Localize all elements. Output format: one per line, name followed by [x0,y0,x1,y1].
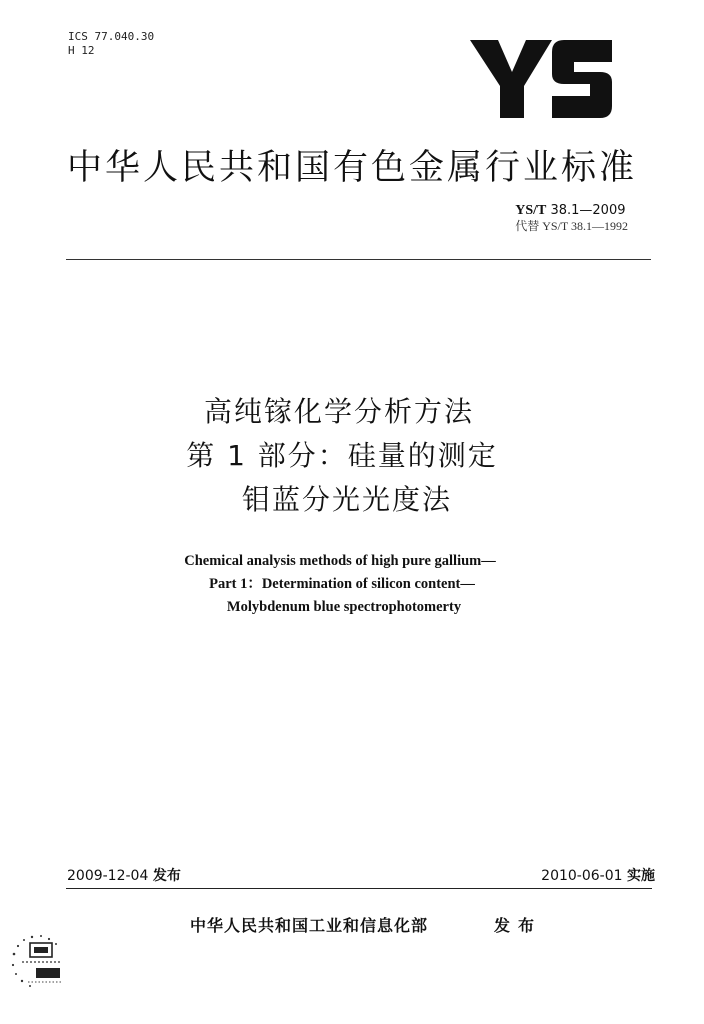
anti-counterfeit-stamp-icon [8,932,70,990]
implementation-date [541,865,655,885]
chinese-title-line-3: 钼蓝分光光度法 [241,483,452,516]
implementation-date-value: 2010-06-01 [541,868,623,884]
classification-codes [68,30,154,58]
standard-number: 38.1—2009 [550,203,626,218]
ccs-code: H 12 [68,44,95,57]
footer-divider [66,888,652,889]
chinese-title [0,390,704,522]
issue-label: 发布 [152,868,181,884]
standard-number-block [515,202,628,233]
issue-date-value: 2009-12-04 [67,868,149,884]
chinese-title-line-1: 高纯镓化学分析方法 [203,395,474,428]
issue-date [67,865,181,885]
issuing-action: 发布 [494,916,543,935]
header-divider [66,259,651,260]
ys-logo [468,34,618,122]
replaces-standard: 代替 YS/T 38.1—1992 [515,219,628,233]
english-title-line-3: Molybdenum blue spectrophotomerty [226,599,462,615]
ics-code: ICS 77.040.30 [68,30,155,43]
english-title-line-1: Chemical analysis methods of high pure gallium— [184,553,496,569]
english-title-line-2: Part 1：Determination of silicon content— [209,576,475,592]
industry-standard-title: 中华人民共和国有色金属行业标准 [66,148,637,188]
chinese-title-line-2: 第 1 部分：硅量的测定 [186,439,498,472]
standard-prefix: YS/T [515,203,547,218]
english-title [0,550,704,619]
implementation-label: 实施 [627,868,655,884]
issuing-authority: 中华人民共和国工业和信息化部 [190,916,429,935]
